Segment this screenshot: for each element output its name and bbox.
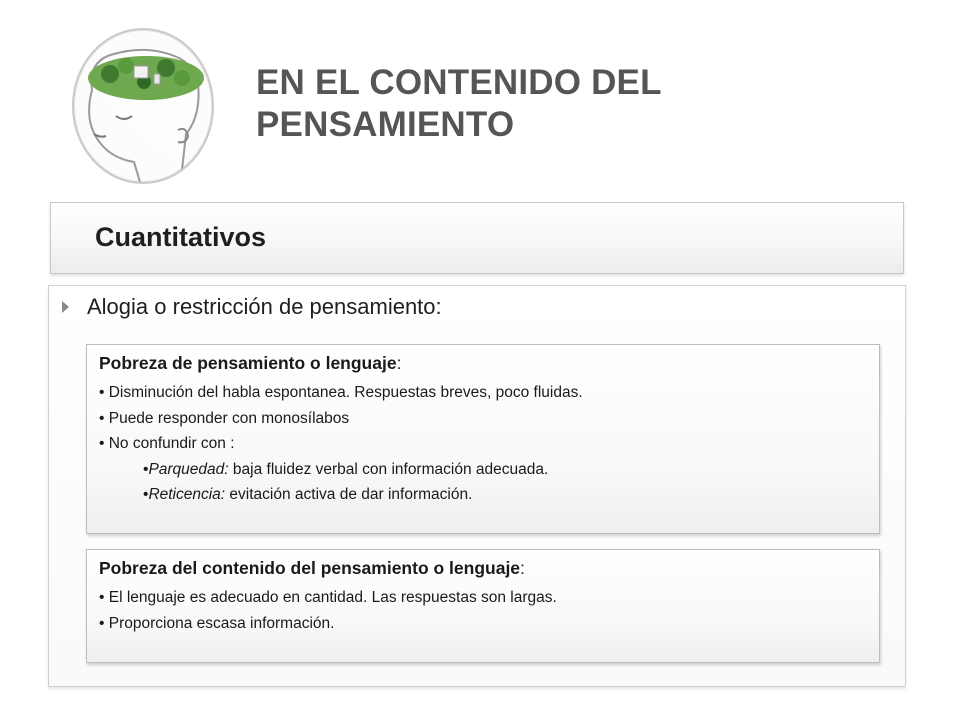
main-bullet	[62, 294, 442, 320]
section-label: Cuantitativos	[95, 222, 267, 252]
page-title-line2: PENSAMIENTO	[256, 105, 515, 144]
sub-bullet: •	[143, 486, 149, 503]
list-item: • No confundir con :	[99, 435, 235, 452]
list-item: • Proporciona escasa información.	[99, 614, 335, 632]
sub-text: evitación activa de dar información.	[225, 486, 473, 503]
list-item: • Disminución del habla espontanea. Respuestas breves, poco fluidas.	[99, 384, 583, 401]
sub-bullet: •	[143, 460, 149, 478]
sub-term: Reticencia:	[148, 486, 226, 503]
box-heading-suffix: :	[396, 353, 402, 373]
main-bullet-text: Alogia o restricción de pensamiento:	[87, 294, 442, 319]
section-header-bar	[50, 202, 904, 274]
arrow-bullet-icon	[62, 301, 69, 313]
list-item: • Puede responder con monosílabos	[99, 409, 350, 427]
sub-list-item	[99, 482, 879, 508]
list-item: • El lenguaje es adecuado en cantidad. Las respuestas son largas.	[99, 589, 557, 606]
sub-text: baja fluidez verbal con información adecuada.	[228, 460, 549, 478]
info-box-pobreza-contenido	[86, 549, 880, 663]
box-heading-text: Pobreza del contenido del pensamiento o lenguaje	[99, 558, 521, 578]
info-box-pobreza-pensamiento	[86, 344, 880, 534]
box-heading-suffix: :	[520, 558, 525, 578]
box-heading-text: Pobreza de pensamiento o lenguaje	[99, 353, 397, 373]
page-title	[256, 62, 856, 146]
box-heading	[99, 353, 879, 374]
page-title-line1: EN EL CONTENIDO DEL	[256, 63, 662, 102]
sub-list-item	[99, 457, 879, 483]
sub-term: Parquedad:	[148, 460, 229, 478]
head-with-garden-icon	[72, 28, 214, 184]
box-heading	[99, 558, 879, 579]
